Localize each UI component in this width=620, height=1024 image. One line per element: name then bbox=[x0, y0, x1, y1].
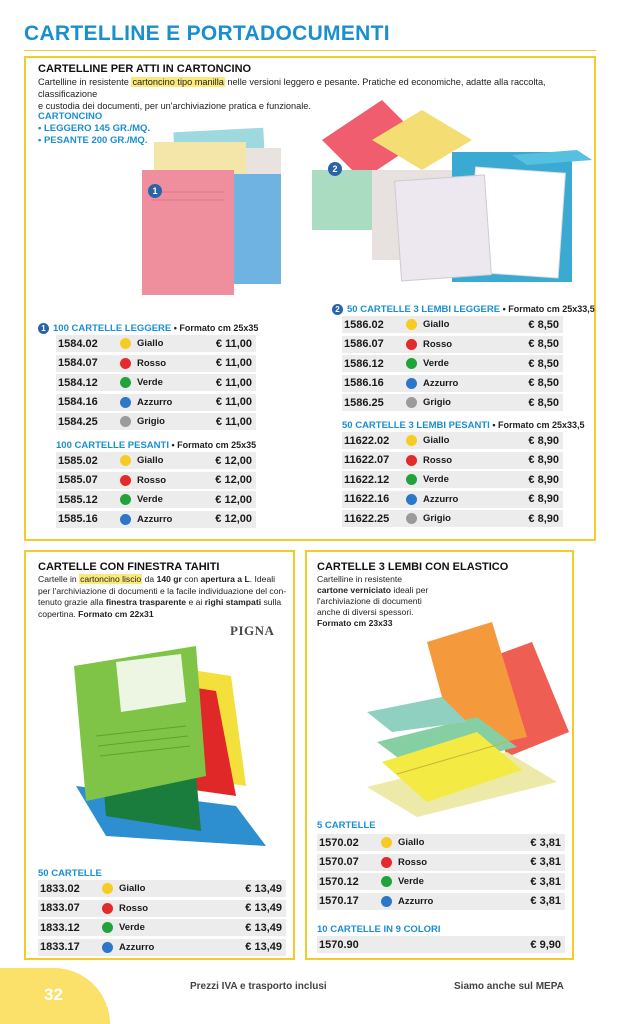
product-code: 1570.90 bbox=[319, 938, 359, 951]
color-name: Azzurro bbox=[398, 895, 434, 907]
group-title: 50 CARTELLE 3 LEMBI PESANTI bbox=[342, 420, 490, 431]
color-name: Azzurro bbox=[423, 493, 459, 505]
product-row bbox=[342, 394, 563, 411]
product-price: € 8,50 bbox=[528, 357, 559, 370]
product-row bbox=[56, 452, 256, 469]
product-price: € 8,90 bbox=[528, 434, 559, 447]
product-row bbox=[342, 432, 563, 449]
group-format: • Formato cm 25x35 bbox=[171, 323, 259, 334]
group-header bbox=[56, 440, 256, 451]
tahiti-folders-illustration bbox=[56, 636, 281, 846]
group-format: • Formato cm 25x33,5 bbox=[500, 304, 595, 315]
color-dot-icon bbox=[120, 338, 131, 349]
product-row bbox=[56, 355, 256, 372]
color-dot-icon bbox=[120, 416, 131, 427]
desc-text: e custodia dei documenti, per un'archiviazione pratica e funzionale. bbox=[38, 101, 311, 111]
footer-prices-note: Prezzi IVA e trasporto inclusi bbox=[190, 981, 327, 992]
desc-text: l'archiviazione di documenti bbox=[317, 596, 422, 606]
color-name: Rosso bbox=[423, 454, 453, 466]
product-code: 1833.12 bbox=[40, 921, 80, 934]
product-row bbox=[317, 936, 565, 953]
color-name: Azzurro bbox=[119, 941, 155, 953]
group-header bbox=[38, 323, 258, 334]
title-rule bbox=[24, 50, 596, 51]
product-row bbox=[317, 893, 565, 910]
color-dot-icon bbox=[102, 903, 113, 914]
folders-illustration-1 bbox=[136, 122, 306, 302]
desc-bold: righi stampati bbox=[204, 597, 262, 607]
desc-text: . Ideali bbox=[249, 574, 276, 584]
color-name: Giallo bbox=[137, 455, 164, 466]
desc-text: Cartelline in resistente bbox=[38, 77, 132, 87]
group-title: 50 CARTELLE 3 LEMBI LEGGERE bbox=[347, 304, 501, 316]
color-dot-icon bbox=[381, 837, 392, 848]
product-row bbox=[317, 834, 565, 851]
footer-mepa-note: Siamo anche sul MEPA bbox=[454, 981, 564, 992]
product-list bbox=[56, 452, 256, 530]
desc-text: anche di diversi spessori. bbox=[317, 607, 414, 617]
product-code: 1570.02 bbox=[319, 836, 359, 849]
group-header bbox=[342, 420, 585, 431]
product-row bbox=[38, 880, 286, 897]
product-code: 11622.07 bbox=[344, 454, 390, 466]
color-dot-icon bbox=[120, 494, 131, 505]
product-list bbox=[317, 936, 565, 956]
color-name: Verde bbox=[137, 377, 163, 388]
product-price: € 3,81 bbox=[530, 895, 561, 907]
product-code: 1586.02 bbox=[344, 318, 384, 331]
product-list bbox=[56, 335, 256, 433]
folders-illustration-2 bbox=[312, 100, 597, 290]
desc-text: con bbox=[181, 574, 201, 584]
color-name: Rosso bbox=[423, 338, 453, 350]
product-price: € 12,00 bbox=[215, 474, 252, 486]
color-name: Verde bbox=[423, 358, 449, 369]
color-name: Rosso bbox=[137, 357, 167, 369]
badge-2: 2 bbox=[328, 162, 342, 176]
section-cartelline-atti bbox=[24, 56, 596, 541]
product-row bbox=[317, 854, 565, 871]
product-price: € 8,50 bbox=[528, 318, 559, 331]
color-dot-icon bbox=[381, 896, 392, 907]
desc-text: e ai bbox=[186, 597, 205, 607]
group-header bbox=[332, 304, 595, 315]
group-format: • Formato cm 25x35 bbox=[168, 440, 257, 450]
section-cartelle-finestra bbox=[24, 550, 295, 960]
group-title: 50 CARTELLE bbox=[38, 868, 102, 879]
color-dot-icon bbox=[406, 319, 417, 330]
desc-text: sulla bbox=[261, 597, 282, 607]
color-dot-icon bbox=[406, 397, 417, 408]
color-name: Verde bbox=[398, 876, 424, 887]
color-name: Giallo bbox=[398, 837, 425, 848]
product-code: 1585.16 bbox=[58, 513, 98, 525]
product-row bbox=[56, 394, 256, 411]
color-name: Giallo bbox=[119, 883, 146, 894]
product-row bbox=[342, 491, 563, 508]
cartoncino-spec bbox=[38, 111, 150, 147]
color-dot-icon bbox=[120, 455, 131, 466]
desc-text: nelle versioni leggero e pesante. Pratiche ed economiche, adatte alla raccolta, classificazione bbox=[38, 77, 546, 99]
color-dot-icon bbox=[406, 494, 417, 505]
desc-highlight: cartoncino tipo manilla bbox=[132, 77, 224, 87]
section-title: CARTELLINE PER ATTI IN CARTONCINO bbox=[38, 63, 252, 75]
product-list bbox=[342, 316, 563, 414]
color-name: Rosso bbox=[119, 902, 149, 914]
color-dot-icon bbox=[120, 475, 131, 486]
product-row bbox=[56, 413, 256, 430]
product-code: 1570.07 bbox=[319, 856, 359, 868]
color-dot-icon bbox=[406, 513, 417, 524]
color-name: Verde bbox=[137, 494, 163, 505]
spec-pesante: • PESANTE 200 GR./MQ. bbox=[38, 135, 148, 146]
product-price: € 3,81 bbox=[530, 856, 561, 868]
product-code: 1586.07 bbox=[344, 338, 384, 350]
desc-text: Cartelline in resistente bbox=[317, 574, 403, 584]
desc-text: Cartelle in bbox=[38, 574, 80, 584]
product-price: € 11,00 bbox=[215, 337, 252, 350]
color-name: Grigio bbox=[137, 416, 165, 427]
color-name: Verde bbox=[119, 922, 145, 933]
badge-1-small: 1 bbox=[38, 323, 49, 334]
product-row bbox=[38, 900, 286, 917]
desc-bold: 140 gr bbox=[156, 574, 182, 584]
product-price: € 8,90 bbox=[528, 512, 559, 525]
product-row bbox=[38, 919, 286, 936]
product-row bbox=[342, 375, 563, 392]
product-row bbox=[38, 939, 286, 956]
section-description bbox=[38, 574, 288, 620]
product-price: € 11,00 bbox=[215, 415, 252, 428]
product-price: € 13,49 bbox=[245, 882, 282, 895]
desc-text: per l'archiviazione di documenti e la facile individuazione del con- bbox=[38, 585, 287, 596]
product-code: 1584.12 bbox=[58, 376, 98, 389]
product-price: € 8,50 bbox=[528, 377, 559, 389]
pigna-logo: PIGNA bbox=[230, 623, 275, 638]
color-dot-icon bbox=[120, 397, 131, 408]
color-dot-icon bbox=[406, 358, 417, 369]
product-row bbox=[342, 336, 563, 353]
product-code: 11622.02 bbox=[344, 434, 390, 447]
color-dot-icon bbox=[120, 514, 131, 525]
product-row bbox=[342, 452, 563, 469]
color-dot-icon bbox=[406, 378, 417, 389]
color-name: Rosso bbox=[137, 474, 167, 486]
product-row bbox=[56, 511, 256, 528]
product-price: € 11,00 bbox=[215, 376, 252, 389]
product-price: € 12,00 bbox=[215, 454, 252, 467]
product-code: 1584.07 bbox=[58, 357, 98, 369]
desc-text: tenuto grazie alla bbox=[38, 597, 106, 607]
section-title: CARTELLE 3 LEMBI CON ELASTICO bbox=[317, 561, 509, 573]
color-name: Azzurro bbox=[137, 396, 173, 408]
desc-bold: finestra trasparente bbox=[105, 597, 187, 607]
color-name: Grigio bbox=[423, 513, 451, 524]
product-price: € 11,00 bbox=[215, 357, 252, 369]
desc-bold: cartone verniciato bbox=[317, 585, 392, 595]
product-row bbox=[56, 472, 256, 489]
page-number: 32 bbox=[44, 985, 63, 1004]
group-format: • Formato cm 25x33,5 bbox=[489, 420, 585, 430]
product-list bbox=[38, 880, 286, 958]
spec-title: CARTONCINO bbox=[38, 111, 103, 122]
page-title: CARTELLINE E PORTADOCUMENTI bbox=[24, 22, 390, 45]
product-price: € 12,00 bbox=[215, 493, 252, 506]
desc-bold: Formato cm 23x33 bbox=[317, 618, 393, 628]
desc-text: copertina. bbox=[38, 608, 79, 619]
desc-text: da bbox=[142, 574, 157, 584]
group-title: 5 CARTELLE bbox=[317, 820, 376, 831]
product-row bbox=[317, 873, 565, 890]
color-name: Giallo bbox=[423, 319, 450, 330]
product-row bbox=[56, 491, 256, 508]
product-code: 1833.07 bbox=[40, 902, 80, 914]
product-code: 1833.17 bbox=[40, 941, 80, 953]
elastic-folders-illustration bbox=[357, 592, 572, 817]
spec-leggero: • LEGGERO 145 GR./MQ. bbox=[38, 123, 151, 134]
desc-highlight: cartoncino liscio bbox=[80, 574, 142, 584]
product-code: 1585.12 bbox=[58, 493, 98, 506]
color-dot-icon bbox=[102, 883, 113, 894]
color-dot-icon bbox=[102, 922, 113, 933]
product-code: 1585.07 bbox=[58, 474, 98, 486]
product-code: 1586.16 bbox=[344, 377, 384, 389]
color-dot-icon bbox=[406, 435, 417, 446]
color-dot-icon bbox=[120, 377, 131, 388]
color-dot-icon bbox=[406, 455, 417, 466]
group-title: 100 CARTELLE PESANTI bbox=[56, 440, 169, 451]
color-name: Grigio bbox=[423, 397, 451, 408]
product-list bbox=[342, 432, 563, 530]
product-price: € 13,49 bbox=[245, 941, 282, 953]
desc-text: ideali per bbox=[391, 585, 429, 595]
badge-2-small: 2 bbox=[332, 304, 343, 315]
product-price: € 13,49 bbox=[245, 921, 282, 934]
color-name: Giallo bbox=[423, 435, 450, 446]
product-row bbox=[342, 510, 563, 527]
section-cartelle-elastico bbox=[305, 550, 574, 960]
color-name: Rosso bbox=[398, 856, 428, 868]
color-dot-icon bbox=[406, 339, 417, 350]
product-code: 1584.02 bbox=[58, 337, 98, 350]
product-code: 11622.16 bbox=[344, 493, 390, 505]
color-name: Verde bbox=[423, 474, 449, 485]
product-row bbox=[342, 355, 563, 372]
product-price: € 9,90 bbox=[530, 938, 561, 951]
color-dot-icon bbox=[406, 474, 417, 485]
product-price: € 8,50 bbox=[528, 396, 559, 409]
product-row bbox=[56, 335, 256, 352]
section-title: CARTELLE CON FINESTRA TAHITI bbox=[38, 561, 220, 573]
product-row bbox=[56, 374, 256, 391]
color-dot-icon bbox=[381, 857, 392, 868]
group-title: 10 CARTELLE IN 9 COLORI bbox=[317, 924, 441, 935]
color-name: Azzurro bbox=[137, 513, 173, 525]
badge-1: 1 bbox=[148, 184, 162, 198]
product-price: € 13,49 bbox=[245, 902, 282, 914]
product-code: 1584.25 bbox=[58, 415, 98, 428]
product-code: 11622.25 bbox=[344, 512, 390, 525]
product-price: € 11,00 bbox=[215, 396, 252, 408]
product-price: € 3,81 bbox=[530, 875, 561, 888]
color-dot-icon bbox=[381, 876, 392, 887]
product-price: € 8,50 bbox=[528, 338, 559, 350]
product-code: 1586.12 bbox=[344, 357, 384, 370]
product-code: 1584.16 bbox=[58, 396, 98, 408]
product-code: 1585.02 bbox=[58, 454, 98, 467]
product-code: 1570.17 bbox=[319, 895, 359, 907]
product-row bbox=[342, 316, 563, 333]
product-list bbox=[317, 834, 565, 912]
product-price: € 12,00 bbox=[215, 513, 252, 525]
product-code: 1586.25 bbox=[344, 396, 384, 409]
product-code: 1833.02 bbox=[40, 882, 80, 895]
group-title: 100 CARTELLE LEGGERE bbox=[53, 323, 172, 335]
desc-bold: apertura a L bbox=[200, 574, 250, 584]
product-price: € 8,90 bbox=[528, 454, 559, 466]
product-row bbox=[342, 471, 563, 488]
product-price: € 8,90 bbox=[528, 493, 559, 505]
product-price: € 3,81 bbox=[530, 836, 561, 849]
color-name: Giallo bbox=[137, 338, 164, 349]
product-price: € 8,90 bbox=[528, 473, 559, 486]
color-dot-icon bbox=[102, 942, 113, 953]
color-name: Azzurro bbox=[423, 377, 459, 389]
product-code: 1570.12 bbox=[319, 875, 359, 888]
color-dot-icon bbox=[120, 358, 131, 369]
desc-bold: Formato cm 22x31 bbox=[78, 608, 154, 619]
product-code: 11622.12 bbox=[344, 473, 390, 486]
